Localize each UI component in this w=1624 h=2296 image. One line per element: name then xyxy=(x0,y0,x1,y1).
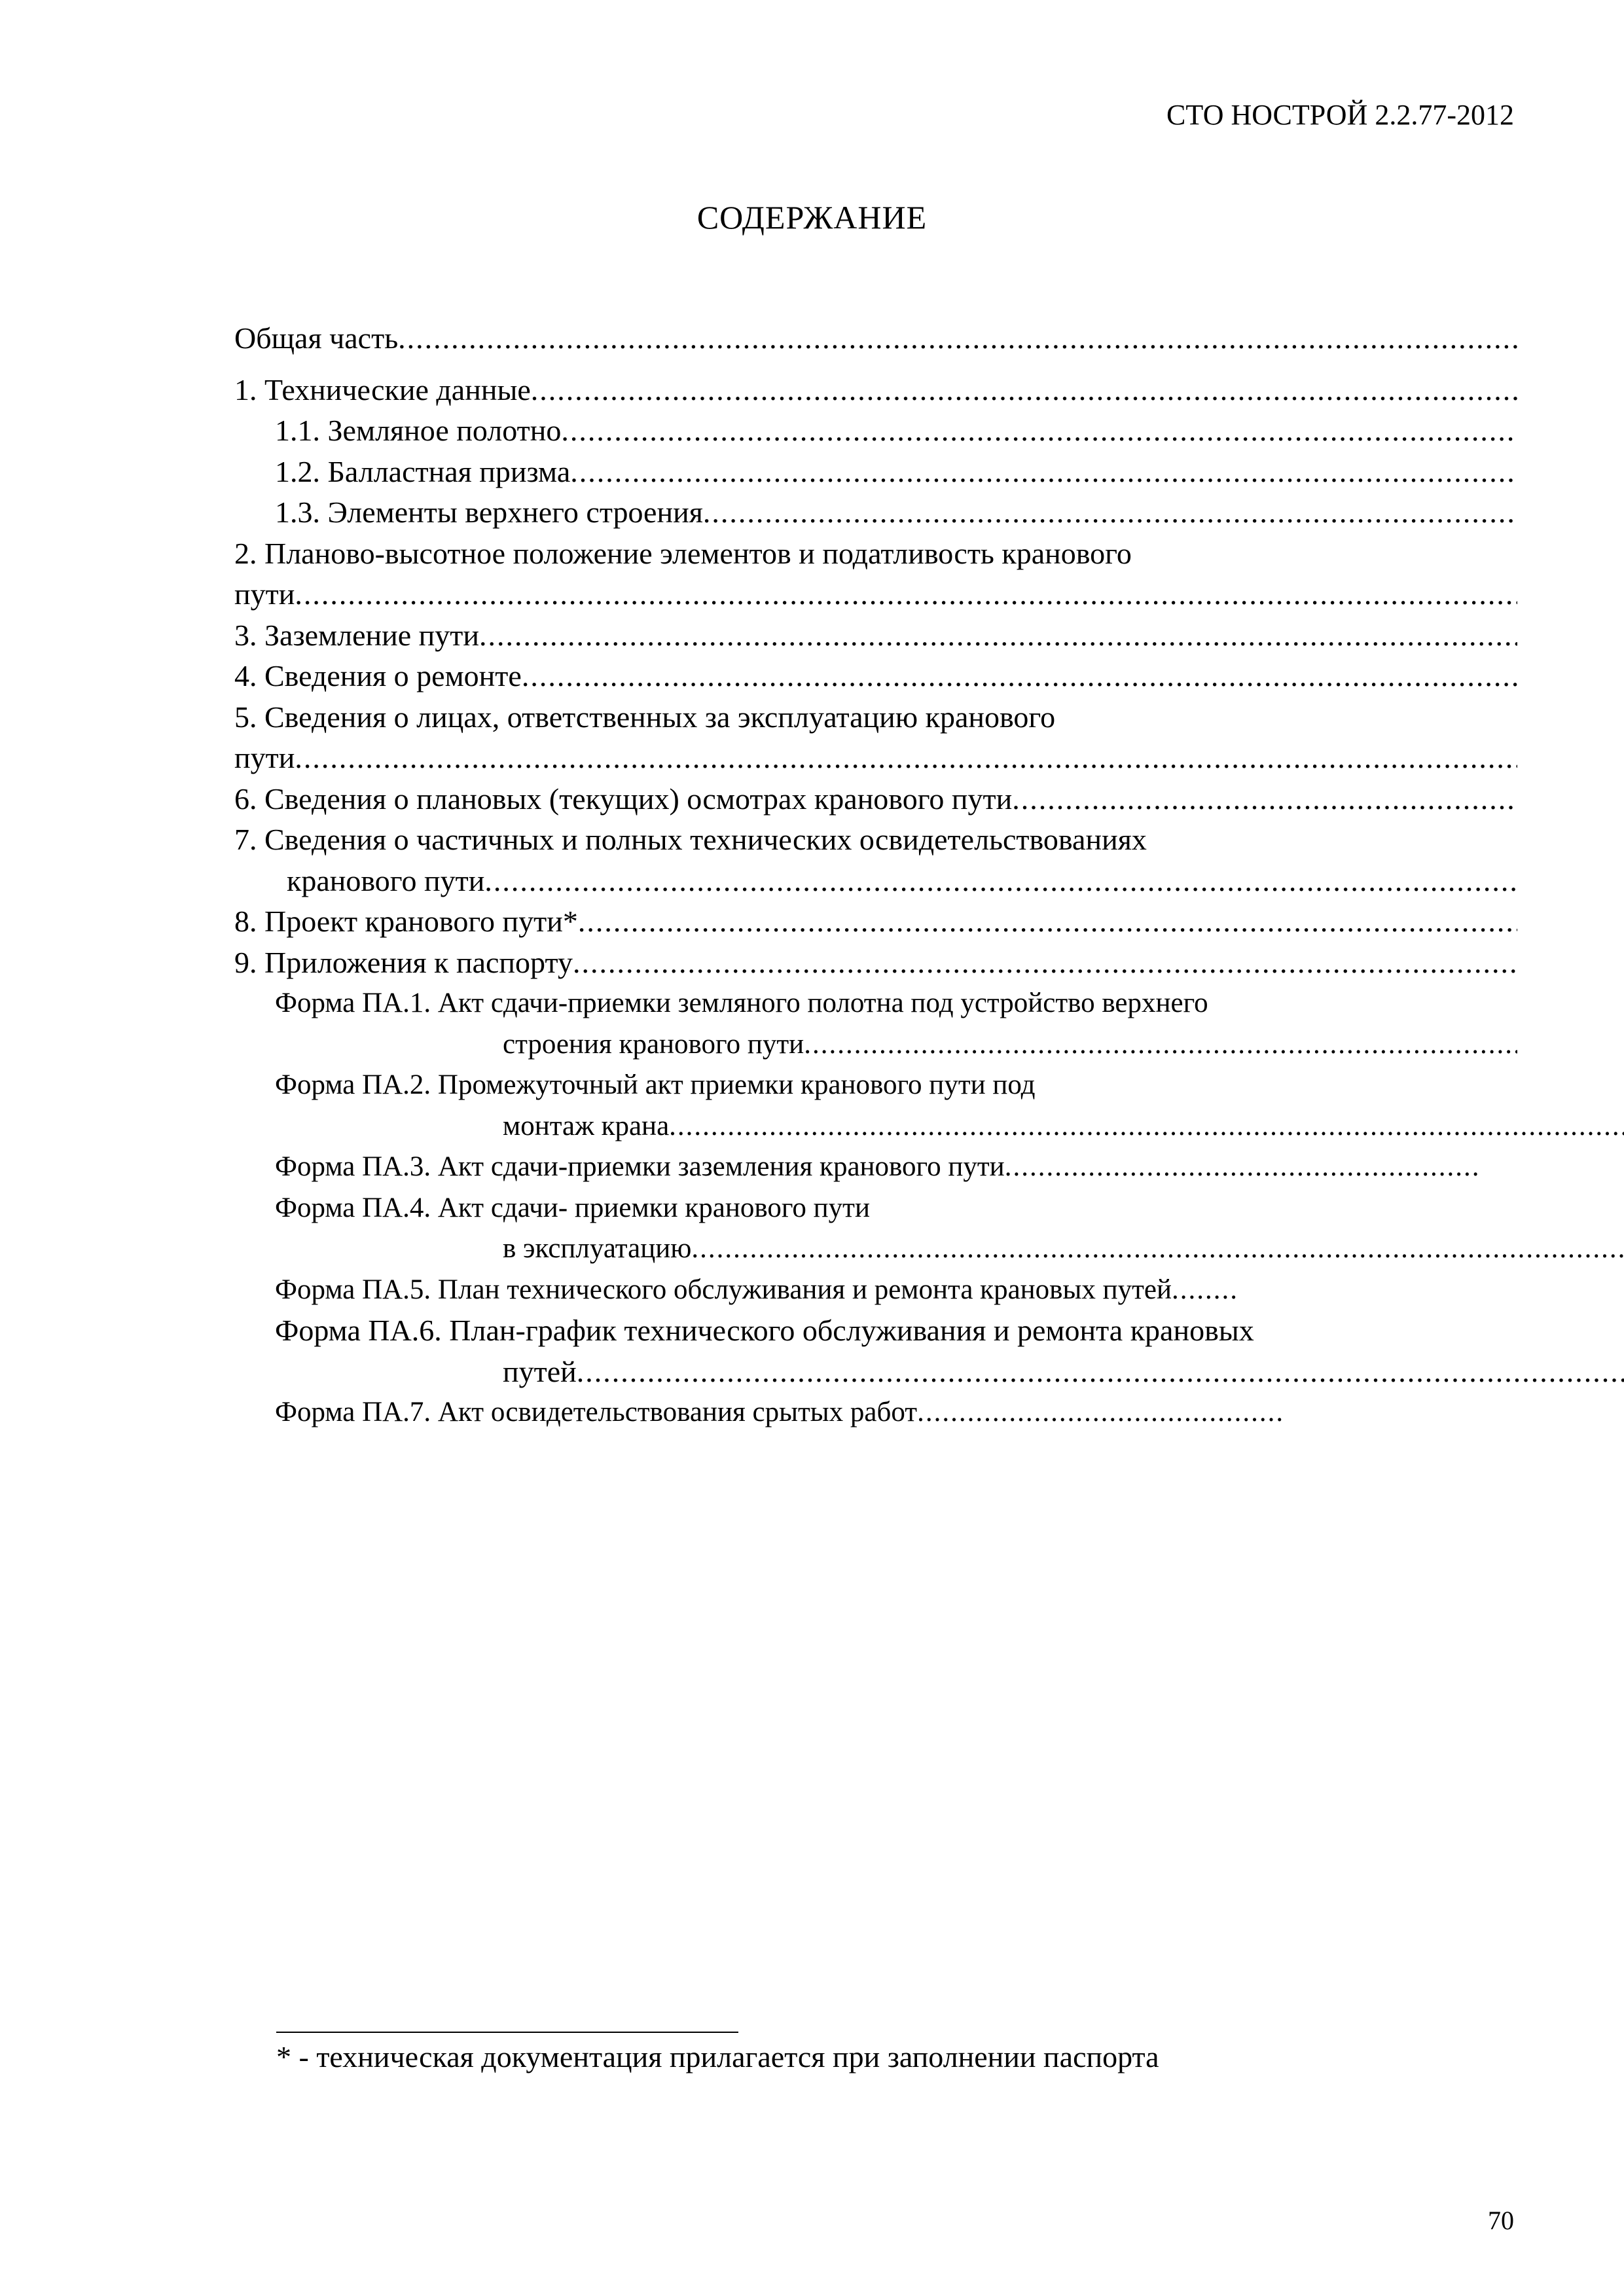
toc-entry-label: Форма ПА.4. Акт сдачи- приемки кранового пути xyxy=(275,1192,870,1223)
dot-leader xyxy=(295,738,1517,779)
toc-entry-2-line-2[interactable] xyxy=(234,574,1517,615)
toc-entry-label: 4. Сведения о ремонте xyxy=(234,659,522,692)
toc-entry-7-line-1[interactable] xyxy=(234,819,1517,861)
toc-entry-label: пути xyxy=(234,577,295,611)
toc-entry-2-line-1[interactable] xyxy=(234,533,1517,575)
toc-entry-label: 3. Заземление пути xyxy=(234,618,480,652)
toc-entry-7-line-2[interactable] xyxy=(234,861,1517,902)
document-code: СТО НОСТРОЙ 2.2.77-2012 xyxy=(1166,99,1514,131)
toc-form-5[interactable] xyxy=(234,1270,1517,1311)
dot-leader xyxy=(570,452,1517,493)
toc-entry-8[interactable] xyxy=(234,901,1517,942)
toc-form-1-line-1[interactable] xyxy=(234,983,1517,1024)
dot-leader xyxy=(1005,1147,1479,1188)
toc-entry-label: кранового пути xyxy=(287,863,485,897)
dot-leader xyxy=(1172,1270,1237,1311)
toc-entry-1-2[interactable] xyxy=(234,452,1517,493)
toc-entry-label: в эксплуатацию xyxy=(503,1233,692,1264)
toc-entry-label: путей xyxy=(503,1354,577,1388)
toc-entry-label: Форма ПА.5. План технического обслуживания и ремонта крановых путей xyxy=(275,1274,1172,1305)
toc-entry-label: 9. Приложения к паспорту xyxy=(234,945,573,979)
dot-leader xyxy=(669,1106,1624,1147)
toc-entry-1-3[interactable] xyxy=(234,492,1517,533)
toc-entry-3[interactable] xyxy=(234,615,1517,656)
toc-entry-1-1[interactable] xyxy=(234,410,1517,452)
dot-leader xyxy=(398,318,1517,359)
toc-entry-5-line-2[interactable] xyxy=(234,738,1517,779)
toc-form-2-line-2[interactable] xyxy=(234,1106,1624,1147)
toc-form-6-line-1[interactable] xyxy=(234,1310,1517,1352)
toc-entry-1[interactable] xyxy=(234,370,1517,411)
toc-entry-5-line-1[interactable] xyxy=(234,697,1517,738)
toc-form-7[interactable] xyxy=(234,1392,1517,1433)
dot-leader xyxy=(578,901,1517,942)
toc-entry-label: Форма ПА.6. План-график технического обслуживания и ремонта крановых xyxy=(275,1314,1254,1347)
table-of-contents xyxy=(234,318,1517,1433)
toc-entry-label: 1.3. Элементы верхнего строения xyxy=(275,495,703,529)
toc-entry-general[interactable] xyxy=(234,318,1517,359)
toc-entry-label: Форма ПА.7. Акт освидетельствования срытых работ xyxy=(275,1397,918,1427)
dot-leader xyxy=(804,1024,1517,1066)
toc-entry-label: 5. Сведения о лицах, ответственных за эксплуатацию кранового xyxy=(234,700,1056,734)
dot-leader xyxy=(561,410,1517,452)
toc-form-4-line-1[interactable] xyxy=(234,1188,1517,1229)
dot-leader xyxy=(1012,779,1517,820)
toc-entry-label: Общая часть xyxy=(234,321,399,355)
toc-form-3[interactable] xyxy=(234,1147,1479,1188)
toc-entry-label: пути xyxy=(234,741,295,774)
dot-leader xyxy=(577,1352,1624,1393)
toc-form-2-line-1[interactable] xyxy=(234,1065,1517,1106)
toc-form-1-line-2[interactable] xyxy=(234,1024,1517,1066)
dot-leader xyxy=(295,574,1517,615)
toc-entry-6[interactable] xyxy=(234,779,1517,820)
toc-entry-label: 6. Сведения о плановых (текущих) осмотрах кранового пути xyxy=(234,781,1013,816)
dot-leader xyxy=(691,1229,1624,1270)
dot-leader xyxy=(703,492,1517,533)
dot-leader xyxy=(479,615,1517,656)
toc-entry-label: 1. Технические данные xyxy=(234,372,531,406)
page-title: СОДЕРЖАНИЕ xyxy=(696,199,928,236)
toc-entry-label: 8. Проект кранового пути* xyxy=(234,905,578,938)
toc-entry-9[interactable] xyxy=(234,942,1517,984)
toc-entry-label: Форма ПА.3. Акт сдачи-приемки заземления кранового пути xyxy=(275,1151,1005,1182)
toc-entry-label: Форма ПА.2. Промежуточный акт приемки кранового пути под xyxy=(275,1069,1036,1100)
toc-entry-label: строения кранового пути xyxy=(503,1028,804,1060)
dot-leader xyxy=(917,1392,1284,1433)
page-number: 70 xyxy=(1488,2206,1514,2235)
toc-entry-label: 1.2. Балластная призма xyxy=(275,454,571,488)
toc-entry-label: монтаж крана xyxy=(503,1110,670,1141)
toc-entry-label: 1.1. Земляное полотно xyxy=(275,414,562,447)
dot-leader xyxy=(531,370,1517,411)
dot-leader xyxy=(573,942,1517,984)
footnote-separator xyxy=(276,2032,738,2033)
dot-leader xyxy=(484,861,1517,902)
toc-form-6-line-2[interactable] xyxy=(234,1352,1624,1393)
toc-entry-label: 7. Сведения о частичных и полных технических освидетельствованиях xyxy=(234,823,1147,856)
toc-entry-label: Форма ПА.1. Акт сдачи-приемки земляного полотна под устройство верхнего xyxy=(275,988,1208,1018)
toc-entry-4[interactable] xyxy=(234,656,1517,697)
dot-leader xyxy=(522,656,1517,697)
footnote: * - техническая документация прилагается при заполнении паспорта xyxy=(276,2040,1159,2073)
toc-entry-label: 2. Планово-высотное положение элементов и податливость кранового xyxy=(234,536,1132,570)
toc-form-4-line-2[interactable] xyxy=(234,1229,1624,1270)
